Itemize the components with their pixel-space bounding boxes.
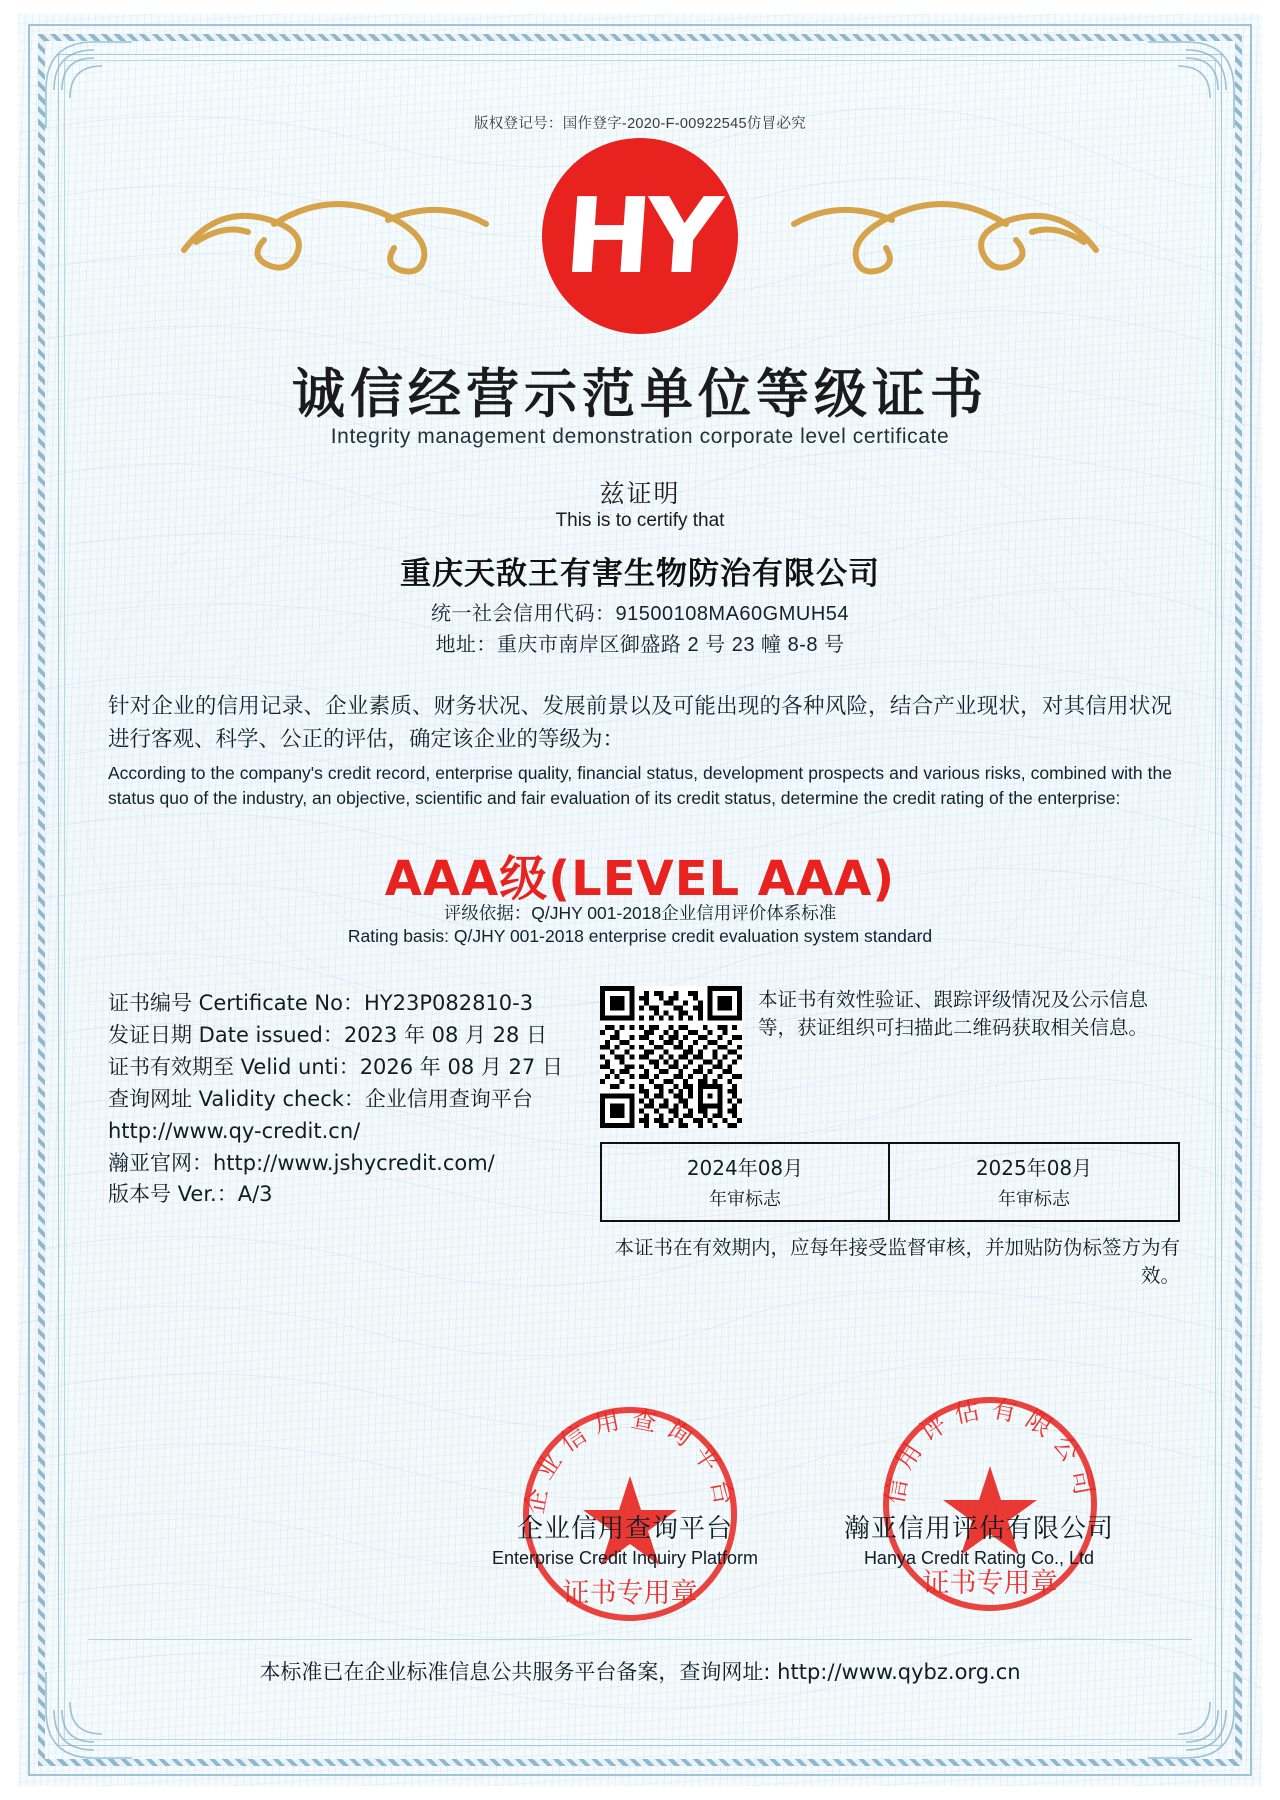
certificate-content bbox=[74, 70, 1206, 1730]
org-name-cn: 企业信用查询平台 bbox=[516, 1514, 733, 1544]
qr-and-annual-review bbox=[600, 986, 1180, 1291]
detail-validity-url[interactable]: http://www.qy-credit.cn/ bbox=[108, 1118, 361, 1143]
annual-review-footnote: 本证书在有效期内，应每年接受监督审核，并加贴防伪标签方为有效。 bbox=[614, 1236, 1180, 1288]
certificate-details bbox=[108, 988, 648, 1211]
qr-code[interactable] bbox=[600, 986, 742, 1128]
flourish-ornament-icon bbox=[772, 180, 1102, 290]
annual-review-label: 年审标志 bbox=[709, 1189, 781, 1210]
detail-validity-check: 查询网址 Validity check：企业信用查询平台 bbox=[108, 1086, 533, 1111]
qr-row bbox=[600, 986, 1180, 1128]
logo-mark-text: HY bbox=[560, 175, 720, 297]
rating-basis-en: Rating basis: Q/JHY 001-2018 enterprise credit evaluation system standard bbox=[347, 926, 933, 946]
org-enterprise-credit-inquiry-platform bbox=[460, 1508, 790, 1569]
evaluation-paragraph-cn: 针对企业的信用记录、企业素质、财务状况、发展前景以及可能出现的各种风险，结合产业现状，对其信用状况进行客观、科学、公正的评估，确定该企业的等级为： bbox=[108, 694, 1172, 753]
detail-valid-until: 证书有效期至 Velid unti：2026 年 08 月 27 日 bbox=[108, 1054, 563, 1079]
footer-divider bbox=[88, 1639, 1192, 1640]
certificate-title-en: Integrity management demonstration corporate level certificate bbox=[330, 425, 950, 448]
flourish-ornament-icon bbox=[178, 180, 508, 290]
annual-review-boxes bbox=[600, 1142, 1180, 1222]
certify-line-cn: 兹证明 bbox=[599, 479, 681, 508]
unified-credit-code: 统一社会信用代码：91500108MA60GMUH54 bbox=[430, 603, 850, 625]
copyright-registration-text: 版权登记号：国作登字-2020-F-00922545仿冒必究 bbox=[473, 116, 807, 132]
evaluation-paragraph bbox=[108, 690, 1172, 811]
seal-ring-text: 企业信用查询平台 bbox=[519, 1403, 741, 1517]
company-name: 重庆天敌王有害生物防治有限公司 bbox=[400, 556, 880, 592]
detail-date-issued: 发证日期 Date issued：2023 年 08 月 28 日 bbox=[108, 1022, 548, 1047]
seal-center-text: 证书专用章 bbox=[922, 1568, 1058, 1599]
org-name-en: Hanya Credit Rating Co., Ltd bbox=[863, 1548, 1095, 1568]
evaluation-paragraph-en: According to the company's credit record, enterprise quality, financial status, development prospects and various risks, combined with the status quo of the industry, an objective, scientific and fair evaluation of its credit status, determine the credit rating of the enterprise: bbox=[108, 762, 1172, 808]
detail-official-site[interactable]: 瀚亚官网：http://www.jshycredit.com/ bbox=[108, 1150, 495, 1175]
company-logo bbox=[542, 138, 738, 334]
rating-basis-cn: 评级依据：Q/JHY 001-2018企业信用评价体系标准 bbox=[443, 903, 837, 923]
official-seal-hanya-credit-rating bbox=[874, 1388, 1106, 1620]
detail-version: 版本号 Ver.：A/3 bbox=[108, 1182, 273, 1207]
annual-review-box-2025 bbox=[890, 1142, 1180, 1222]
logo-row bbox=[74, 132, 1206, 342]
certify-line-en: This is to certify that bbox=[555, 510, 725, 531]
org-name-cn: 瀚亚信用评估有限公司 bbox=[843, 1514, 1114, 1544]
qr-instruction-text: 本证书有效性验证、跟踪评级情况及公示信息等，获证组织可扫描此二维码获取相关信息。 bbox=[758, 988, 1149, 1039]
certificate-body bbox=[18, 14, 1262, 1786]
org-name-en: Enterprise Credit Inquiry Platform bbox=[491, 1548, 759, 1568]
annual-review-label: 年审标志 bbox=[998, 1189, 1070, 1210]
certificate-title-cn: 诚信经营示范单位等级证书 bbox=[292, 364, 988, 425]
credit-level: AAA级(LEVEL AAA) bbox=[384, 851, 896, 907]
annual-review-year: 2024年08月 bbox=[686, 1156, 804, 1180]
issuing-organizations bbox=[74, 1508, 1206, 1578]
annual-review-year: 2025年08月 bbox=[975, 1156, 1093, 1180]
annual-review-box-2024 bbox=[600, 1142, 890, 1222]
seal-ring-text: 信用评估有限公司 bbox=[879, 1393, 1101, 1507]
seal-center-text: 证书专用章 bbox=[562, 1578, 698, 1609]
org-hanya-credit-rating bbox=[814, 1508, 1144, 1569]
detail-certificate-no: 证书编号 Certificate No：HY23P082810-3 bbox=[108, 991, 534, 1015]
footer-filing-note: 本标准已在企业标准信息公共服务平台备案，查询网址: http://www.qybz.org.cn bbox=[259, 1660, 1021, 1684]
company-address: 地址：重庆市南岸区御盛路 2 号 23 幢 8-8 号 bbox=[435, 634, 845, 656]
